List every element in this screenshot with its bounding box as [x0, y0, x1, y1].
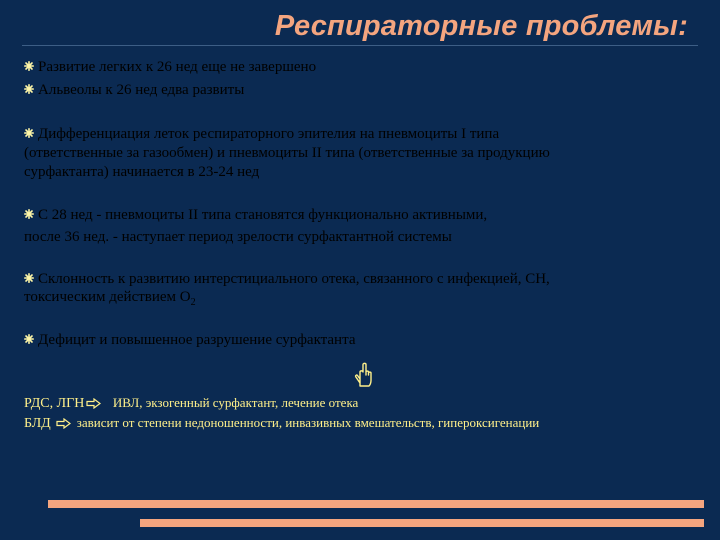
hollow-right-arrow-icon	[56, 418, 71, 429]
bullet-item-5	[24, 270, 550, 289]
bullet-item-4	[24, 206, 487, 225]
bullet-item-6	[24, 331, 355, 350]
decorative-bar-top	[48, 500, 704, 508]
title-divider	[22, 45, 698, 46]
asterisk-bullet-icon	[24, 84, 34, 94]
summary-row-1	[24, 395, 358, 412]
asterisk-bullet-icon	[24, 61, 34, 71]
decorative-bar-bottom	[140, 519, 704, 527]
bullet-text: С 28 нед - пневмоциты II типа становятся функционально активными,	[38, 207, 488, 223]
bullet-text-continuation: сурфактанта) начинается в 23-24 нед	[24, 164, 260, 180]
subscript: 2	[190, 297, 196, 308]
hollow-right-arrow-icon	[86, 398, 101, 409]
bullet-text: токсическим действием О	[24, 289, 191, 305]
bullet-item-3	[24, 125, 499, 144]
bullet-text: Дефицит и повышенное разрушение сурфактанта	[38, 332, 356, 348]
bullet-item-1	[24, 58, 316, 77]
asterisk-bullet-icon	[24, 273, 34, 283]
bullet-text: Развитие легких к 26 нед еще не завершено	[38, 59, 317, 75]
asterisk-bullet-icon	[24, 334, 34, 344]
bullet-text: Склонность к развитию интерстициального отека, связанного с инфекцией, СН,	[38, 271, 550, 287]
bullet-text: Дифференциация леток респираторного эпителия на пневмоциты I типа	[38, 126, 500, 142]
bullet-text: Альвеолы к 26 нед едва развиты	[38, 82, 245, 98]
bullet-text-continuation: после 36 нед. - наступает период зрелости сурфактантной системы	[24, 229, 452, 245]
summary-label: РДС, ЛГН	[24, 396, 85, 411]
summary-row-2	[24, 415, 539, 432]
bullet-item-2	[24, 81, 244, 100]
summary-text: ИВЛ, экзогенный сурфактант, лечение отека	[112, 395, 359, 410]
bullet-text-continuation	[24, 288, 196, 312]
summary-text: зависит от степени недоношенности, инвазивных вмешательств, гипероксигенации	[76, 415, 540, 430]
slide-title: Респираторные проблемы:	[274, 10, 688, 42]
summary-label: БЛД	[24, 416, 51, 431]
bullet-text-continuation: (ответственные за газообмен) и пневмоциты II типа (ответственные за продукцию	[24, 145, 550, 161]
asterisk-bullet-icon	[24, 128, 34, 138]
asterisk-bullet-icon	[24, 209, 34, 219]
pointing-hand-icon	[354, 362, 374, 395]
